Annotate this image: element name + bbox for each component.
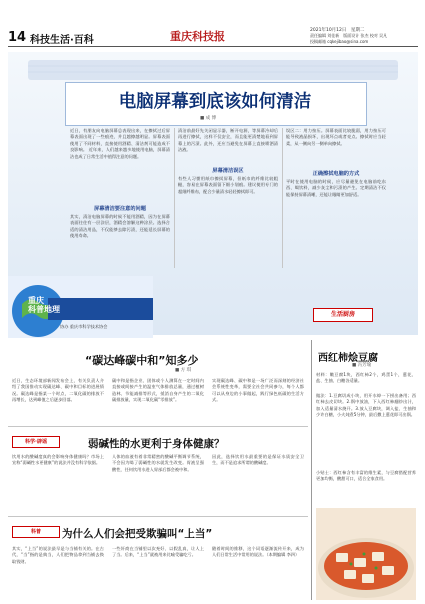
tofu-dish-image [316, 508, 416, 600]
recipe-author: ■ 冯芳瑜 [352, 363, 372, 368]
carbon-article-author: ■ 方 琪 [175, 368, 192, 373]
section-tag-life-kitchen: 生活厨房 [313, 308, 373, 322]
shangdang-col3-text: 随着时间的推移，这个词语逐渐流传开来，成为人们日常生活中常用的说法。（本期编辑 李四） [212, 546, 304, 558]
top-col3-subhead: 正确擦拭电脑的方式 [312, 171, 360, 177]
section-tag-science: 科学·辟谣 [12, 436, 60, 448]
header-divider [8, 46, 418, 47]
issue-date: 2021年10月12日 星期二 [310, 28, 365, 33]
carbon-article-title: “碳达峰碳中和”知多少 [85, 354, 199, 367]
top-byline: ■ 成 博 [200, 116, 217, 121]
recipe-photo [316, 508, 416, 600]
promo-label: 协办 重庆市科学技术协会 [60, 324, 108, 329]
section-divider [8, 426, 308, 427]
promo-title: 重庆 科普地理 [28, 296, 60, 314]
top-col3-text2: 平时在使用电脑的时候，应尽量避免在电脑前吃东西、喝饮料，减少灰尘和污渍的产生。定期清洁不仅能保持屏幕清晰，还能让眼睛更加舒适。 [286, 179, 386, 197]
section-divider [8, 516, 308, 517]
sidebar-divider [311, 340, 312, 600]
top-col1-subhead: 屏幕清洁要注意的问题 [94, 206, 146, 212]
top-col1-text2: 其实，清洁电脑屏幕的时候不能用酒精，因为在屏幕表面往往有一层涂层，酒精会溶解这种涂层。选择合适的清洁用品，不仅能够去除污渍，还能延长屏幕的使用寿命。 [70, 214, 170, 239]
top-col2-text: 清洁前最好先关闭显示器，断开电源，等屏幕冷却后再进行擦拭，这样不仅安全，而且能更清楚地看到屏幕上的污渍。此外，还应当避免在屏幕上直接喷洒清洁液。 [178, 128, 278, 153]
top-headline: 电脑屏幕到底该如何清洁 [118, 92, 312, 112]
recipe-tips: 小贴士：西红柿含有丰富的维生素，与豆腐搭配营养更加均衡，酸甜可口，适合全家食用。 [316, 470, 416, 482]
alkaline-col3-text: 因此，选择饮用水最重要的是保证水质安全卫生，而不是追求所谓的酸碱度。 [212, 454, 304, 466]
page-number: 14 [8, 30, 27, 45]
editor-credits: 责任编辑 刘佳新 版面设计 张杰 校对 吴凡 [310, 33, 388, 38]
shangdang-col2-text: 一些奸商在当铺里以次充好、以假乱真，让人上了当。后来，“上当”就被用来比喻受骗吃亏。 [112, 546, 204, 558]
top-col2-subhead: 屏幕清洁误区 [212, 168, 244, 174]
shangdang-article-title: 为什么人们会把受欺骗叫“上当” [62, 528, 213, 540]
alkaline-lede: 饮用水的酸碱度真的会影响身体健康吗？市场上宣称“弱碱性水更健康”的说法并没有科学依据。 [12, 454, 104, 466]
recipe-steps: 做法：1.豆腐切成小块，用开水焯一下捞出备用；西红柿去皮切块。2.锅中放油，下入西红柿翻炒出汁，加入适量清水烧开。3.放入豆腐块，调入盐、生抽和少许白糖，小火炖煮5分钟，最后撒上葱花即可出锅。 [316, 393, 416, 418]
column-divider [282, 128, 283, 268]
shangdang-col1-text: 其实，“上当”的说法最早是与当铺有关的。在古代，“当”指的是典当，人们把物品拿到当铺去换取钱财。 [12, 546, 104, 564]
alkaline-water-title: 弱碱性的水更利于身体健康？ [88, 438, 225, 450]
alkaline-col2-text: 人体的血液有着非常精密的酸碱平衡调节系统，不会因为喝了弱碱性的水就发生改变。胃液呈强酸性，任何饮用水进入胃部后都会被中和。 [112, 454, 204, 472]
masthead-logo: 重庆科技报 [170, 30, 225, 43]
recipe-title: 西红柿烩豆腐 [318, 353, 378, 364]
top-col2-text2: 有些人习惯用纸巾擦拭屏幕，但纸巾的纤维比较粗糙，容易在屏幕表面留下细小划痕。建议使用专门的超细纤维布，配合少量清水轻轻擦拭即可。 [178, 176, 278, 194]
carbon-col1-text: 近日，生态环境部新闻发布会上，有关负责人介绍了我国推动实现碳达峰、碳中和目标的进展情况。碳达峰是指某一个时点，二氧化碳的排放不再增长，达到峰值之后逐步回落。 [12, 378, 104, 403]
trivia-tag-label: 科普 [30, 529, 41, 535]
submission-email: 投稿邮箱 cqkejibao@sina.com [310, 39, 369, 44]
recipe-ingredients: 材料：嫩豆腐1块，西红柿2个，鸡蛋1个，葱花、盐、生抽、白糖各适量。 [316, 372, 416, 384]
column-divider [174, 128, 175, 268]
carbon-col2-text: 碳中和是指企业、团体或个人测算在一定时间内直接或间接产生的温室气体排放总量，通过植树造林、节能减排等形式，抵消自身产生的二氧化碳排放量，实现二氧化碳“零排放”。 [112, 378, 204, 403]
top-col1-text: 近日，有朋友向电脑屏幕总表现出来，在擦拭过后屏幕表面出现了一些痕迹，并且越擦越明显。屏幕表面使用了不同材料，直接使用酒精、清洁剂可能造成不良影响。 近年来，人们越来越多地使用电脑，屏幕清洁也成了日常生活中值得注意的问题。 [70, 128, 170, 159]
section-tag-trivia [12, 526, 60, 538]
top-col3-text: 误区二：用力按压。屏幕表面比较脆弱，用力按压可能导致液晶损坏，出现坏点或者亮点。擦拭时应当轻柔，从一侧向另一侧单向擦拭。 [286, 128, 386, 146]
carbon-col3-text: 实现碳达峰、碳中和是一场广泛而深刻的经济社会系统性变革，需要全社会共同参与，每个人都可以从身边的小事做起，践行绿色低碳的生活方式。 [212, 378, 304, 403]
section-title: 科技生活·百科 [30, 35, 94, 46]
